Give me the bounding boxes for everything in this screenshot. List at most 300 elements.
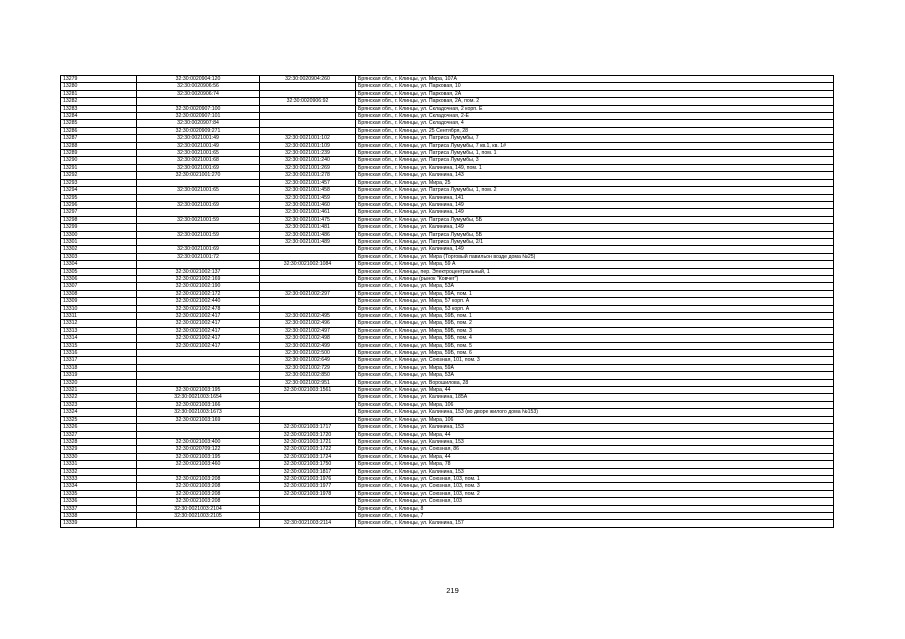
table-row	[61, 216, 834, 223]
parcel-number-cell	[137, 224, 260, 231]
page-number: 219	[446, 586, 459, 595]
parcel-number-cell: 32:30:0020907:101	[137, 113, 260, 120]
address-cell: Брянская обл., г. Клинцы, ул. Мира, 59Б, пом. 1	[356, 313, 834, 320]
address-cell: Брянская обл., г. Клинцы, ул. Мира, 59Б, пом. 6	[356, 350, 834, 357]
record-number-cell: 13323	[61, 401, 137, 408]
record-number-cell: 13302	[61, 246, 137, 253]
object-number-cell: 32:30:0021003:1724	[260, 453, 356, 460]
address-cell: Брянская обл., г. Клинцы, ул. Мира, 78	[356, 461, 834, 468]
parcel-number-cell	[137, 424, 260, 431]
address-cell: Брянская обл., г. Клинцы, ул. Мира, 59Б, пом. 2	[356, 320, 834, 327]
address-cell: Брянская обл., г. Клинцы, ул. Союзная, 101, пом. 3	[356, 357, 834, 364]
record-number-cell: 13328	[61, 438, 137, 445]
table-row	[61, 201, 834, 208]
record-number-cell: 13297	[61, 209, 137, 216]
table-row	[61, 246, 834, 253]
table-row	[61, 342, 834, 349]
address-cell: Брянская обл., г. Клинцы, ул. Складочная, 2-Е	[356, 113, 834, 120]
parcel-number-cell	[137, 431, 260, 438]
parcel-number-cell	[137, 357, 260, 364]
address-cell: Брянская обл., г. Клинцы, ул. Патриса Лумумбы, 2/1	[356, 238, 834, 245]
record-number-cell: 13320	[61, 379, 137, 386]
address-cell: Брянская обл., г. Клинцы, ул. Ворошилова, 28	[356, 379, 834, 386]
table-row	[61, 76, 834, 83]
address-cell: Брянская обл., г. Клинцы, ул. Мира, 59Б, пом. 4	[356, 335, 834, 342]
object-number-cell: 32:30:0021002:497	[260, 327, 356, 334]
parcel-number-cell: 32:30:0021001:59	[137, 216, 260, 223]
parcel-number-cell: 32:30:0021002:417	[137, 342, 260, 349]
table-row	[61, 187, 834, 194]
object-number-cell	[260, 416, 356, 423]
address-cell: Брянская обл., г. Клинцы, ул. Мира, 53А	[356, 283, 834, 290]
record-number-cell: 13283	[61, 105, 137, 112]
address-cell: Брянская обл., г. Клинцы, ул. Союзная, 103, пом. 3	[356, 483, 834, 490]
object-number-cell	[260, 505, 356, 512]
record-number-cell: 13298	[61, 216, 137, 223]
object-number-cell	[260, 90, 356, 97]
table-row	[61, 275, 834, 282]
object-number-cell: 32:30:0021002:500	[260, 350, 356, 357]
record-number-cell: 13330	[61, 453, 137, 460]
object-number-cell: 32:30:0021001:102	[260, 135, 356, 142]
object-number-cell: 32:30:0021001:269	[260, 164, 356, 171]
parcel-number-cell: 32:30:0021003:1654	[137, 394, 260, 401]
object-number-cell	[260, 105, 356, 112]
address-cell: Брянская обл., г. Клинцы, ул. Патриса Лумумбы, 7 кв.1, кв. 1#	[356, 142, 834, 149]
record-number-cell: 13290	[61, 157, 137, 164]
record-number-cell: 13309	[61, 298, 137, 305]
parcel-number-cell: 32:30:0021001:69	[137, 201, 260, 208]
object-number-cell: 32:30:0021003:1750	[260, 461, 356, 468]
parcel-number-cell: 32:30:0021003:2105	[137, 512, 260, 519]
table-row	[61, 520, 834, 527]
object-number-cell	[260, 83, 356, 90]
table-row	[61, 424, 834, 431]
record-number-cell: 13313	[61, 327, 137, 334]
address-cell: Брянская обл., г. Клинцы, ул. Союзная, 103	[356, 498, 834, 505]
table-row	[61, 453, 834, 460]
parcel-number-cell: 32:30:0021002:417	[137, 327, 260, 334]
record-number-cell: 13287	[61, 135, 137, 142]
table-row	[61, 179, 834, 186]
object-number-cell: 32:30:0021001:459	[260, 194, 356, 201]
table-row	[61, 357, 834, 364]
object-number-cell: 32:30:0021003:1720	[260, 431, 356, 438]
record-number-cell: 13289	[61, 150, 137, 157]
object-number-cell: 32:30:0021001:481	[260, 224, 356, 231]
address-cell: Брянская обл., г. Клинцы, ул. Парковая, 2А, пом. 2	[356, 98, 834, 105]
parcel-number-cell	[137, 261, 260, 268]
parcel-number-cell: 32:30:0021003:460	[137, 461, 260, 468]
record-number-cell: 13338	[61, 512, 137, 519]
parcel-number-cell	[137, 98, 260, 105]
table-row	[61, 416, 834, 423]
table-row	[61, 498, 834, 505]
object-number-cell	[260, 394, 356, 401]
table-row	[61, 83, 834, 90]
record-number-cell: 13307	[61, 283, 137, 290]
parcel-number-cell: 32:30:0021003:2104	[137, 505, 260, 512]
object-number-cell: 32:30:0020906:92	[260, 98, 356, 105]
object-number-cell: 32:30:0021002:499	[260, 342, 356, 349]
object-number-cell	[260, 305, 356, 312]
record-number-cell: 13303	[61, 253, 137, 260]
object-number-cell	[260, 120, 356, 127]
table-row	[61, 157, 834, 164]
object-number-cell: 32:30:0021002:850	[260, 372, 356, 379]
table-row	[61, 224, 834, 231]
table-row	[61, 461, 834, 468]
address-cell: Брянская обл., г. Клинцы, ул. Парковая, 10	[356, 83, 834, 90]
address-cell: Брянская обл., г. Клинцы, ул. Калинина, 149	[356, 224, 834, 231]
record-number-cell: 13299	[61, 224, 137, 231]
table-row	[61, 231, 834, 238]
record-number-cell: 13312	[61, 320, 137, 327]
address-cell: Брянская обл., г. Клинцы, ул. Мира, 59А	[356, 364, 834, 371]
record-number-cell: 13324	[61, 409, 137, 416]
parcel-number-cell: 32:30:0020904:120	[137, 76, 260, 83]
address-cell: Брянская обл., г. Клинцы, пер. Электроцентральный, 1	[356, 268, 834, 275]
object-number-cell: 32:30:0021003:1721	[260, 438, 356, 445]
parcel-number-cell: 32:30:0021001:69	[137, 164, 260, 171]
table-row	[61, 164, 834, 171]
address-cell: Брянская обл., г. Клинцы, ул. Мира, 106	[356, 416, 834, 423]
object-number-cell: 32:30:0021002:495	[260, 313, 356, 320]
record-number-cell: 13291	[61, 164, 137, 171]
record-number-cell: 13335	[61, 490, 137, 497]
address-cell: Брянская обл., г. Клинцы, ул. Патриса Лумумбы, 5Б	[356, 216, 834, 223]
address-cell: Брянская обл., г. Клинцы (рынок "Ковчег")	[356, 275, 834, 282]
registry-table-body	[61, 76, 834, 528]
record-number-cell: 13294	[61, 187, 137, 194]
record-number-cell: 13280	[61, 83, 137, 90]
address-cell: Брянская обл., г. Клинцы, ул. Мира, 107А	[356, 76, 834, 83]
address-cell: Брянская обл., г. Клинцы, ул. Калинина, 149	[356, 201, 834, 208]
table-row	[61, 305, 834, 312]
parcel-number-cell: 32:30:0020909:271	[137, 127, 260, 134]
parcel-number-cell: 32:30:0021003:169	[137, 416, 260, 423]
address-cell: Брянская обл., г. Клинцы, ул. Мира, 57 корп. А	[356, 298, 834, 305]
parcel-number-cell: 32:30:0021001:59	[137, 231, 260, 238]
address-cell: Брянская обл., г. Клинцы, ул. Калинина, 149, пом. 1	[356, 164, 834, 171]
table-row	[61, 490, 834, 497]
address-cell: Брянская обл., г. Клинцы, ул. Мира, 44	[356, 387, 834, 394]
parcel-number-cell: 32:30:0020907:84	[137, 120, 260, 127]
table-row	[61, 468, 834, 475]
object-number-cell: 32:30:0021001:461	[260, 209, 356, 216]
object-number-cell: 32:30:0021001:240	[260, 157, 356, 164]
object-number-cell: 32:30:0021001:486	[260, 231, 356, 238]
parcel-number-cell: 32:30:0021001:65	[137, 187, 260, 194]
address-cell: Брянская обл., г. Клинцы, ул. Союзная, 103, пом. 2	[356, 490, 834, 497]
record-number-cell: 13318	[61, 364, 137, 371]
parcel-number-cell: 32:30:0021003:195	[137, 453, 260, 460]
parcel-number-cell	[137, 179, 260, 186]
object-number-cell: 32:30:0021001:475	[260, 216, 356, 223]
object-number-cell: 32:30:0021001:109	[260, 142, 356, 149]
object-number-cell	[260, 246, 356, 253]
object-number-cell: 32:30:0021002:649	[260, 357, 356, 364]
parcel-number-cell: 32:30:0021003:400	[137, 438, 260, 445]
address-cell: Брянская обл., г. Клинцы, ул. Калинина, 149	[356, 209, 834, 216]
record-number-cell: 13333	[61, 475, 137, 482]
address-cell: Брянская обл., г. Клинцы, ул. Патриса Лумумбы, 5Б	[356, 231, 834, 238]
record-number-cell: 13293	[61, 179, 137, 186]
table-row	[61, 313, 834, 320]
address-cell: Брянская обл., г. Клинцы, ул. Мира, 106	[356, 401, 834, 408]
object-number-cell: 32:30:0021002:1084	[260, 261, 356, 268]
record-number-cell: 13282	[61, 98, 137, 105]
parcel-number-cell: 32:30:0021003:208	[137, 490, 260, 497]
address-cell: Брянская обл., г. Клинцы, ул. Калинина, 153	[356, 424, 834, 431]
parcel-number-cell	[137, 364, 260, 371]
table-row	[61, 261, 834, 268]
table-row	[61, 401, 834, 408]
table-row	[61, 320, 834, 327]
record-number-cell: 13288	[61, 142, 137, 149]
parcel-number-cell: 32:30:0021002:440	[137, 298, 260, 305]
table-row	[61, 194, 834, 201]
table-row	[61, 135, 834, 142]
parcel-number-cell: 32:30:0021001:49	[137, 142, 260, 149]
object-number-cell: 32:30:0021002:496	[260, 320, 356, 327]
table-row	[61, 475, 834, 482]
parcel-number-cell	[137, 372, 260, 379]
record-number-cell: 13279	[61, 76, 137, 83]
parcel-number-cell: 32:30:0021002:172	[137, 290, 260, 297]
parcel-number-cell: 32:30:0020709:122	[137, 446, 260, 453]
parcel-number-cell: 32:30:0021003:208	[137, 498, 260, 505]
address-cell: Брянская обл., г. Клинцы, ул. Мира, 53 корп. А	[356, 305, 834, 312]
record-number-cell: 13300	[61, 231, 137, 238]
object-number-cell	[260, 113, 356, 120]
object-number-cell: 32:30:0021001:460	[260, 201, 356, 208]
record-number-cell: 13284	[61, 113, 137, 120]
object-number-cell: 32:30:0021001:457	[260, 179, 356, 186]
address-cell: Брянская обл., г. Клинцы, ул. Патриса Лумумбы, 1, пом. 1	[356, 150, 834, 157]
table-row	[61, 298, 834, 305]
object-number-cell	[260, 298, 356, 305]
address-cell: Брянская обл., г. Клинцы, ул. Калинина, 153	[356, 438, 834, 445]
record-number-cell: 13292	[61, 172, 137, 179]
table-row	[61, 438, 834, 445]
address-cell: Брянская обл., г. Клинцы, ул. Складочная, 4	[356, 120, 834, 127]
table-row	[61, 120, 834, 127]
record-number-cell: 13314	[61, 335, 137, 342]
address-cell: Брянская обл., г. Клинцы, ул. Мира (Торговый павильон возде дома №25)	[356, 253, 834, 260]
table-row	[61, 335, 834, 342]
address-cell: Брянская обл., г. Клинцы, ул. Калинина, 153 (во дворе жилого дома №153)	[356, 409, 834, 416]
object-number-cell: 32:30:0021003:1978	[260, 490, 356, 497]
parcel-number-cell: 32:30:0021003:166	[137, 401, 260, 408]
table-row	[61, 350, 834, 357]
parcel-number-cell: 32:30:0021002:190	[137, 283, 260, 290]
object-number-cell: 32:30:0021002:498	[260, 335, 356, 342]
address-cell: Брянская обл., г. Клинцы, ул. Патриса Лумумбы, 3	[356, 157, 834, 164]
object-number-cell	[260, 268, 356, 275]
table-row	[61, 90, 834, 97]
table-row	[61, 98, 834, 105]
object-number-cell	[260, 275, 356, 282]
address-cell: Брянская обл., г. Клинцы, ул. Мира, 44	[356, 453, 834, 460]
record-number-cell: 13332	[61, 468, 137, 475]
object-number-cell	[260, 127, 356, 134]
object-number-cell: 32:30:0021003:1976	[260, 475, 356, 482]
parcel-number-cell: 32:30:0021001:68	[137, 157, 260, 164]
table-row	[61, 142, 834, 149]
table-row	[61, 105, 834, 112]
record-number-cell: 13310	[61, 305, 137, 312]
record-number-cell: 13304	[61, 261, 137, 268]
table-row	[61, 113, 834, 120]
table-row	[61, 394, 834, 401]
parcel-number-cell	[137, 194, 260, 201]
parcel-number-cell: 32:30:0021002:417	[137, 335, 260, 342]
record-number-cell: 13322	[61, 394, 137, 401]
object-number-cell: 32:30:0021001:278	[260, 172, 356, 179]
parcel-number-cell: 32:30:0021003:208	[137, 483, 260, 490]
parcel-number-cell	[137, 379, 260, 386]
object-number-cell: 32:30:0021003:2114	[260, 520, 356, 527]
parcel-number-cell: 32:30:0021001:65	[137, 150, 260, 157]
address-cell: Брянская обл., г. Клинцы, ул. Складочная, 2 корп. Е	[356, 105, 834, 112]
parcel-number-cell: 32:30:0020906:56	[137, 83, 260, 90]
parcel-number-cell	[137, 238, 260, 245]
parcel-number-cell: 32:30:0021002:478	[137, 305, 260, 312]
address-cell: Брянская обл., г. Клинцы, ул. Мира, 25	[356, 179, 834, 186]
record-number-cell: 13315	[61, 342, 137, 349]
table-row	[61, 379, 834, 386]
parcel-number-cell	[137, 468, 260, 475]
object-number-cell	[260, 409, 356, 416]
table-row	[61, 512, 834, 519]
record-number-cell: 13296	[61, 201, 137, 208]
record-number-cell: 13334	[61, 483, 137, 490]
object-number-cell: 32:30:0021002:297	[260, 290, 356, 297]
parcel-number-cell: 32:30:0021003:1673	[137, 409, 260, 416]
parcel-number-cell: 32:30:0021001:270	[137, 172, 260, 179]
parcel-number-cell: 32:30:0021002:169	[137, 275, 260, 282]
parcel-number-cell: 32:30:0021001:69	[137, 246, 260, 253]
object-number-cell	[260, 512, 356, 519]
address-cell: Брянская обл., г. Клинцы, ул. Патриса Лумумбы, 7	[356, 135, 834, 142]
address-cell: Брянская обл., г. Клинцы, 7	[356, 512, 834, 519]
address-cell: Брянская обл., г. Клинцы, 8	[356, 505, 834, 512]
record-number-cell: 13301	[61, 238, 137, 245]
object-number-cell: 32:30:0021003:1717	[260, 424, 356, 431]
table-row	[61, 127, 834, 134]
address-cell: Брянская обл., г. Клинцы, ул. Калинина, 157	[356, 520, 834, 527]
record-number-cell: 13327	[61, 431, 137, 438]
address-cell: Брянская обл., г. Клинцы, ул. Калинина, 143	[356, 172, 834, 179]
address-cell: Брянская обл., г. Клинцы, ул. Мира, 59Б, пом. 5	[356, 342, 834, 349]
object-number-cell: 32:30:0021003:1722	[260, 446, 356, 453]
object-number-cell: 32:30:0021003:1977	[260, 483, 356, 490]
table-row	[61, 290, 834, 297]
table-row	[61, 327, 834, 334]
record-number-cell: 13308	[61, 290, 137, 297]
table-row	[61, 268, 834, 275]
table-row	[61, 431, 834, 438]
record-number-cell: 13306	[61, 275, 137, 282]
object-number-cell: 32:30:0021001:489	[260, 238, 356, 245]
parcel-number-cell: 32:30:0021002:417	[137, 320, 260, 327]
registry-table	[60, 75, 834, 528]
record-number-cell: 13329	[61, 446, 137, 453]
record-number-cell: 13321	[61, 387, 137, 394]
table-row	[61, 483, 834, 490]
table-row	[61, 372, 834, 379]
parcel-number-cell: 32:30:0021001:49	[137, 135, 260, 142]
address-cell: Брянская обл., г. Клинцы, ул. Мира, 44	[356, 431, 834, 438]
address-cell: Брянская обл., г. Клинцы, ул. Парковая, 2А	[356, 90, 834, 97]
object-number-cell: 32:30:0021003:1817	[260, 468, 356, 475]
address-cell: Брянская обл., г. Клинцы, ул. Калинина, 153	[356, 468, 834, 475]
record-number-cell: 13325	[61, 416, 137, 423]
address-cell: Брянская обл., г. Клинцы, ул. Мира, 59 А	[356, 261, 834, 268]
parcel-number-cell: 32:30:0021003:195	[137, 387, 260, 394]
parcel-number-cell: 32:30:0020907:100	[137, 105, 260, 112]
address-cell: Брянская обл., г. Клинцы, ул. Калинина, 141	[356, 194, 834, 201]
table-row	[61, 172, 834, 179]
object-number-cell: 32:30:0021002:729	[260, 364, 356, 371]
table-row	[61, 387, 834, 394]
address-cell: Брянская обл., г. Клинцы, ул. Калинина, 185А	[356, 394, 834, 401]
parcel-number-cell: 32:30:0021003:208	[137, 475, 260, 482]
address-cell: Брянская обл., г. Клинцы, ул. Союзная, 103, пом. 1	[356, 475, 834, 482]
table-row	[61, 209, 834, 216]
table-row	[61, 238, 834, 245]
parcel-number-cell	[137, 520, 260, 527]
address-cell: Брянская обл., г. Клинцы, ул. Союзная, 86	[356, 446, 834, 453]
object-number-cell: 32:30:0020904:260	[260, 76, 356, 83]
record-number-cell: 13281	[61, 90, 137, 97]
table-row	[61, 364, 834, 371]
table-row	[61, 446, 834, 453]
address-cell: Брянская обл., г. Клинцы, ул. Мира, 59Б, пом. 3	[356, 327, 834, 334]
record-number-cell: 13295	[61, 194, 137, 201]
record-number-cell: 13305	[61, 268, 137, 275]
record-number-cell: 13337	[61, 505, 137, 512]
object-number-cell: 32:30:0021001:458	[260, 187, 356, 194]
object-number-cell: 32:30:0021003:1561	[260, 387, 356, 394]
object-number-cell: 32:30:0021001:239	[260, 150, 356, 157]
object-number-cell	[260, 283, 356, 290]
record-number-cell: 13317	[61, 357, 137, 364]
record-number-cell: 13326	[61, 424, 137, 431]
address-cell: Брянская обл., г. Клинцы, ул. Мира, 59А, пом. 1	[356, 290, 834, 297]
table-row	[61, 283, 834, 290]
table-row	[61, 505, 834, 512]
record-number-cell: 13331	[61, 461, 137, 468]
record-number-cell: 13286	[61, 127, 137, 134]
record-number-cell: 13339	[61, 520, 137, 527]
parcel-number-cell: 32:30:0021001:72	[137, 253, 260, 260]
object-number-cell: 32:30:0021002:951	[260, 379, 356, 386]
address-cell: Брянская обл., г. Клинцы, ул. Калинина, 149	[356, 246, 834, 253]
table-row	[61, 253, 834, 260]
object-number-cell	[260, 401, 356, 408]
address-cell: Брянская обл., г. Клинцы, ул. 25 Сентября, 28	[356, 127, 834, 134]
record-number-cell: 13316	[61, 350, 137, 357]
record-number-cell: 13311	[61, 313, 137, 320]
table-row	[61, 409, 834, 416]
address-cell: Брянская обл., г. Клинцы, ул. Патриса Лумумбы, 1, пом. 2	[356, 187, 834, 194]
object-number-cell	[260, 498, 356, 505]
table-row	[61, 150, 834, 157]
parcel-number-cell	[137, 209, 260, 216]
record-number-cell: 13336	[61, 498, 137, 505]
